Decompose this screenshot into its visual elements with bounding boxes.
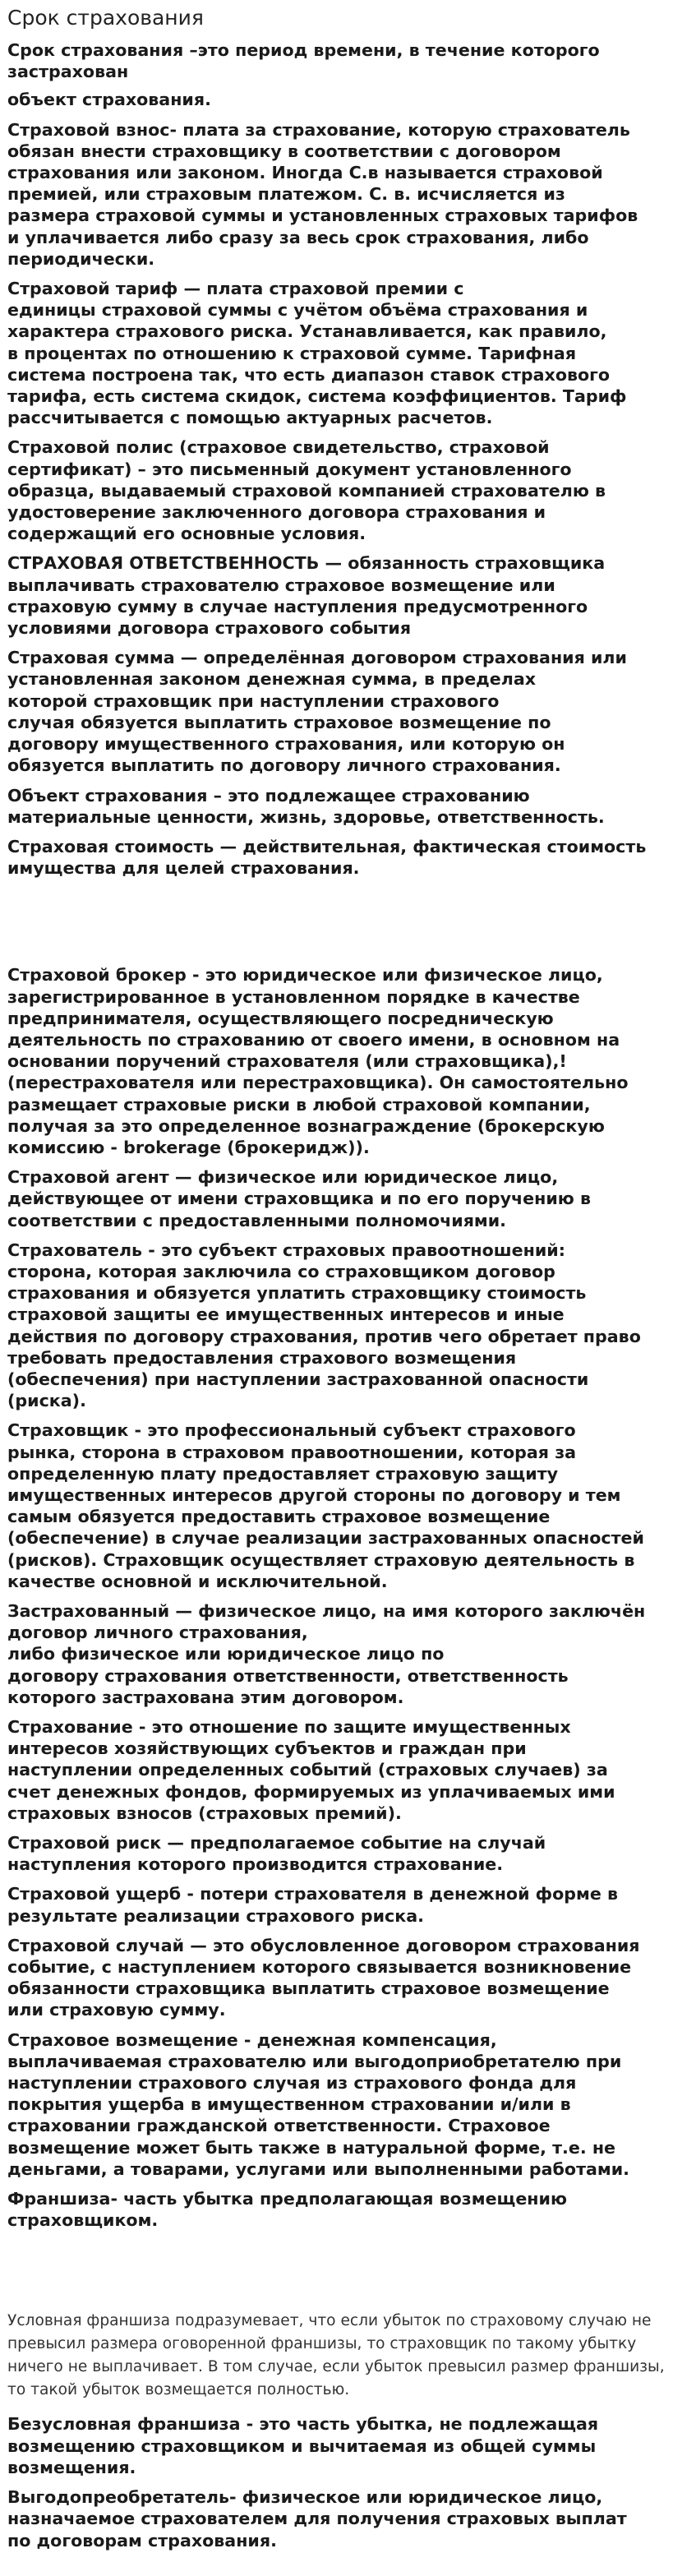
text-line: размещает страховые риски в любой страховой компании, bbox=[7, 1094, 591, 1115]
text-line: премией, или страховым платежом. С. в. исчисляется из bbox=[7, 184, 565, 205]
text-line: Страховой агент — физическое или юридическое лицо, bbox=[7, 1167, 559, 1188]
text-line: СТРАХОВАЯ ОТВЕТСТВЕННОСТЬ — обязанность страховщика bbox=[7, 553, 606, 574]
text-line: Выгодопреобретатель- физическое или юридическое лицо, bbox=[7, 2487, 603, 2508]
tariff-definition bbox=[7, 278, 688, 428]
text-line: счет денежных фондов, формируемых из уплачиваемых ими bbox=[7, 1781, 615, 1802]
text-line: страховой защиты ее имущественных интересов и иные bbox=[7, 1304, 565, 1325]
text-line: возмещения. bbox=[7, 2457, 136, 2477]
unconditional-franchise-definition bbox=[7, 2413, 688, 2478]
text-line: которой страховщик при наступлении страхового bbox=[7, 690, 500, 711]
text-line: назначаемое страхователем для получения страховых выплат bbox=[7, 2509, 627, 2529]
value-definition bbox=[7, 836, 688, 879]
blank-space bbox=[7, 887, 688, 964]
text-line: имущества для целей страхования. bbox=[7, 858, 360, 879]
text-line: (обеспечение) в случае реализации застрахованных опасностей bbox=[7, 1528, 644, 1549]
compensation-definition bbox=[7, 2029, 688, 2180]
text-line: которого застрахована этим договором. bbox=[7, 1687, 404, 1707]
text-line: и уплачивается либо сразу за весь срок страхования, либо bbox=[7, 227, 589, 247]
text-line: Страховой ущерб - потери страхователя в денежной форме в bbox=[7, 1884, 618, 1904]
text-line: выплачиваемая страхователю или выгодоприобретателю при bbox=[7, 2051, 622, 2071]
text-line: страхования или законом. Иногда С.в называется страховой bbox=[7, 163, 603, 183]
text-line: Страховщик - это профессиональный субъект страхового bbox=[7, 1420, 576, 1441]
text-line: единицы страховой суммы с учётом объёма страхования и bbox=[7, 300, 588, 321]
text-line: Страховой полис (страховое свидетельство, страховой bbox=[7, 437, 550, 458]
text-line: выплачивать страхователю страховое возмещение или bbox=[7, 575, 555, 595]
text-line: наступлении определенных событий (страховых случаев) за bbox=[7, 1760, 608, 1780]
beneficiary-definition bbox=[7, 2486, 688, 2551]
object-definition bbox=[7, 785, 688, 828]
text-line: материальные ценности, жизнь, здоровье, ответственность. bbox=[7, 806, 605, 827]
text-line: превысил размера оговоренной франшизы, то страховщик по такому убытку bbox=[7, 2335, 637, 2353]
text-line: Страховой взнос- плата за страхование, которую страхователь bbox=[7, 119, 630, 140]
text-line: Страховой риск — предполагаемое событие на случай bbox=[7, 1833, 546, 1854]
liability-definition bbox=[7, 552, 688, 639]
text-line: Страховое возмещение - денежная компенсация, bbox=[7, 2029, 497, 2050]
text-line: (риска). bbox=[7, 1391, 86, 1411]
franchise-definition bbox=[7, 2188, 688, 2231]
text-line: ничего не выплачивает. В том случае, если убыток превысил размер франшизы, bbox=[7, 2358, 665, 2376]
text-line: рынка, сторона в страховом правоотношении, которая за bbox=[7, 1442, 577, 1462]
text-line: Страхование - это отношение по защите имущественных bbox=[7, 1717, 571, 1738]
text-line: Страховая стоимость — действительная, фактическая стоимость bbox=[7, 836, 647, 856]
text-line: рассчитывается с помощью актуарных расчетов. bbox=[7, 408, 493, 428]
text-line: предпринимателя, осуществляющего посредническую bbox=[7, 1008, 554, 1028]
text-line: обязан внести страховщику в соответствии с договором bbox=[7, 141, 561, 161]
text-line: страховую сумму в случае наступления предусмотренного bbox=[7, 596, 588, 616]
event-definition bbox=[7, 1935, 688, 2021]
text-line: Срок страхования –это период времени, в течение которого bbox=[7, 40, 600, 60]
text-line: либо физическое или юридическое лицо по bbox=[7, 1644, 445, 1664]
agent-definition bbox=[7, 1166, 688, 1231]
text-line: система построена так, что есть диапазон ставок страхового bbox=[7, 364, 611, 385]
page-title: Срок страхования bbox=[7, 6, 204, 30]
text-line: страховщиком. bbox=[7, 2210, 159, 2231]
text-line: возмещение может быть также в натуральной форме, т.е. не bbox=[7, 2137, 616, 2158]
text-line: договору страхования ответственности, ответственность bbox=[7, 1665, 569, 1686]
text-line: в процентах по отношению к страховой сумме. Тарифная bbox=[7, 343, 577, 363]
text-line: возмещению страховщиком и вычитаемая из общей суммы bbox=[7, 2435, 597, 2456]
text-line: Безусловная франшиза - это часть убытка, не подлежащая bbox=[7, 2414, 599, 2435]
text-line: действия по договору страхования, против чего обретает право bbox=[7, 1326, 641, 1346]
text-line: характера страхового риска. Устанавливается, как правило, bbox=[7, 321, 607, 342]
text-line: самым обязуется предоставить страховое возмещение bbox=[7, 1507, 551, 1527]
text-line: результате реализации страхового риска. bbox=[7, 1905, 424, 1926]
insured-person-definition bbox=[7, 1600, 688, 1708]
text-line: действующее от имени страховщика и по его поручению в bbox=[7, 1189, 592, 1209]
text-line: содержащий его основные условия. bbox=[7, 524, 366, 544]
text-line: Страховой тариф — плата страховой премии с bbox=[7, 279, 464, 299]
text-line: наступлении страхового случая из страхового фонда для bbox=[7, 2073, 577, 2094]
text-line: получая за это определенное вознаграждение (брокерскую bbox=[7, 1115, 605, 1136]
text-line: страхования и обязуется уплатить страховщику стоимость bbox=[7, 1283, 587, 1304]
text-line: договор личного страхования, bbox=[7, 1623, 308, 1643]
text-line: случая обязуется выплатить страховое возмещение по bbox=[7, 712, 551, 732]
text-line: объект страхования. bbox=[7, 90, 211, 110]
text-line: сертификат) – это письменный документ установленного bbox=[7, 459, 572, 479]
text-line: Страховая сумма — определённая договором страхования или bbox=[7, 648, 627, 668]
text-line: сторона, которая заключила со страховщиком договор bbox=[7, 1261, 555, 1281]
text-line: Страхователь - это субъект страховых правоотношений: bbox=[7, 1240, 565, 1260]
text-line: или страховую сумму. bbox=[7, 2000, 226, 2020]
text-line: комиссию - brokerage (брокеридж)). bbox=[7, 1137, 370, 1157]
insurance-definition bbox=[7, 1716, 688, 1824]
text-line: имущественных интересов другой стороны по договору и тем bbox=[7, 1484, 621, 1505]
sum-definition bbox=[7, 647, 688, 776]
text-line: договору имущественного страхования, или которую он bbox=[7, 734, 565, 755]
text-line: событие, с наступлением которого связывается возникновение bbox=[7, 1957, 632, 1978]
text-line: периодически. bbox=[7, 248, 155, 269]
text-line: то такой убыток возмещается полностью. bbox=[7, 2381, 350, 2399]
text-line: по договорам страхования. bbox=[7, 2530, 277, 2551]
text-line: деятельность по страхованию от своего имени, в основном на bbox=[7, 1029, 620, 1050]
text-line: тарифа, есть система скидок, система коэффициентов. Тариф bbox=[7, 386, 627, 407]
text-line: Застрахованный — физическое лицо, на имя которого заключён bbox=[7, 1601, 646, 1621]
text-line: застрахован bbox=[7, 62, 129, 82]
insured-definition bbox=[7, 1240, 688, 1412]
text-line: условиями договора страхового события bbox=[7, 618, 412, 639]
text-line: удостоверение заключенного договора страхования и bbox=[7, 502, 546, 523]
text-line: страховании гражданской ответственности. Страховое bbox=[7, 2116, 551, 2136]
text-line: наступления которого производится страхование. bbox=[7, 1854, 504, 1875]
text-line: (обеспечения) при наступлении застрахованной опасности bbox=[7, 1369, 589, 1389]
term-definition bbox=[7, 39, 688, 82]
damage-definition bbox=[7, 1883, 688, 1926]
text-line: требовать предоставления страхового возмещения bbox=[7, 1347, 517, 1368]
text-line: (рисков). Страховщик осуществляет страховую деятельность в bbox=[7, 1549, 635, 1570]
text-line: обязанности страховщика выплатить страховое возмещение bbox=[7, 1978, 610, 1999]
conditional-franchise-note bbox=[7, 2310, 688, 2402]
text-line: Объект страхования – это подлежащее страхованию bbox=[7, 785, 530, 806]
risk-definition bbox=[7, 1832, 688, 1875]
broker-definition bbox=[7, 964, 688, 1158]
policy-definition bbox=[7, 436, 688, 544]
text-line: соответствии с предоставленными полномочиями. bbox=[7, 1210, 507, 1230]
text-line: Условная франшиза подразумевает, что если убыток по страховому случаю не bbox=[7, 2312, 652, 2330]
text-line: страховых взносов (страховых премий). bbox=[7, 1803, 402, 1823]
text-line: определенную плату предоставляет страховую защиту bbox=[7, 1463, 558, 1484]
text-line: покрытия ущерба в имущественном страховании и/или в bbox=[7, 2094, 571, 2115]
text-line: качестве основной и исключительной. bbox=[7, 1571, 388, 1591]
text-line: основании поручений страхователя (или страховщика),! bbox=[7, 1051, 567, 1072]
text-line: размера страховой суммы и установленных страховых тарифов bbox=[7, 205, 638, 226]
text-line: установленная законом денежная сумма, в пределах bbox=[7, 669, 537, 690]
text-line: образца, выдаваемый страховой компанией страхователю в bbox=[7, 480, 606, 501]
text-line: Страховой брокер - это юридическое или физическое лицо, bbox=[7, 965, 603, 986]
text-line: деньгами, а товарами, услугами или выполненными работами. bbox=[7, 2158, 629, 2179]
text-line: (перестрахователя или перестраховщика). Он самостоятельно bbox=[7, 1073, 629, 1093]
text-line: Франшиза- часть убытка предполагающая возмещению bbox=[7, 2189, 567, 2209]
text-line: интересов хозяйствующих субъектов и граждан при bbox=[7, 1738, 527, 1759]
text-line: Страховой случай — это обусловленное договором страхования bbox=[7, 1935, 640, 1955]
term-object-line bbox=[7, 89, 688, 110]
blank-space bbox=[7, 2239, 688, 2310]
text-line: зарегистрированное в установленном порядке в качестве bbox=[7, 986, 580, 1007]
insurer-definition bbox=[7, 1420, 688, 1592]
premium-definition bbox=[7, 119, 688, 270]
text-line: обязуется выплатить по договору личного страхования. bbox=[7, 755, 561, 776]
